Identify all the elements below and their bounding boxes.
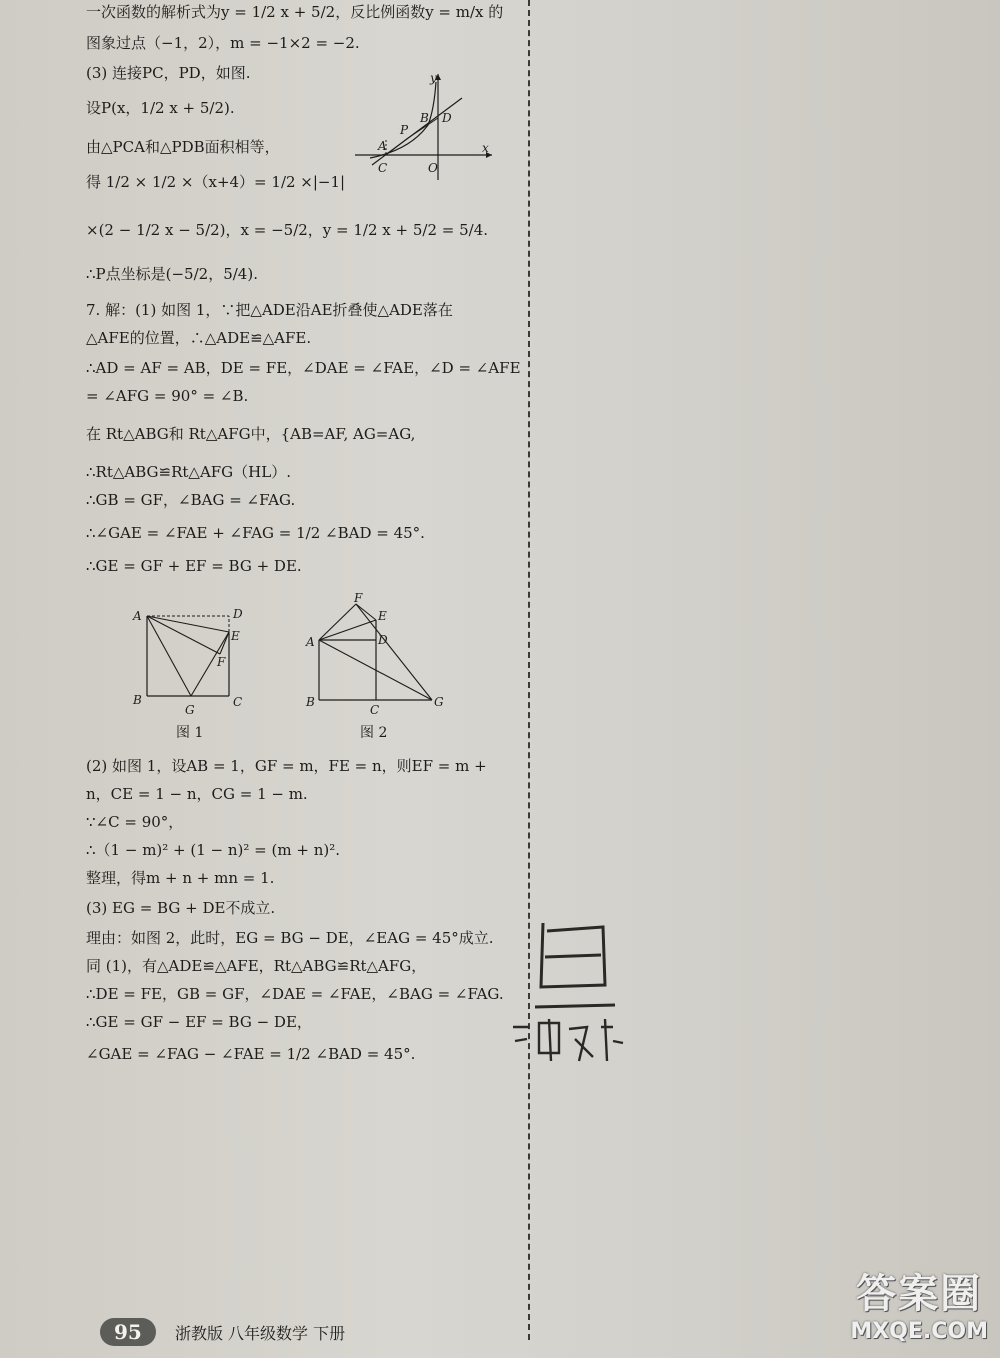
text-line: 得 1/2 × 1/2 ×（x+4）= 1/2 ×|−1| <box>86 173 346 191</box>
fig2-label-a: A <box>306 635 315 649</box>
text-line: ∴AD = AF = AB，DE = FE，∠DAE = ∠FAE，∠D = ∠AFE <box>86 359 521 377</box>
text-line: n，CE = 1 − n，CG = 1 − m. <box>86 785 308 803</box>
text-line: △AFE的位置，∴△ADE≌△AFE. <box>86 329 312 347</box>
text-line: 同 (1)，有△ADE≌△AFE，Rt△ABG≌Rt△AFG， <box>86 957 427 975</box>
graph-label-d: D <box>442 111 452 125</box>
figure-2 <box>300 590 450 720</box>
text-line: ∴GE = GF − EF = BG − DE， <box>86 1013 312 1031</box>
fig2-label-e: E <box>378 609 387 623</box>
text-line: 一次函数的解析式为y = 1/2 x + 5/2，反比例函数y = m/x 的 <box>86 3 504 21</box>
text-line: 整理，得m + n + mn = 1. <box>86 869 275 887</box>
text-line: = ∠AFG = 90° = ∠B. <box>86 387 249 405</box>
segment-pc <box>386 138 408 155</box>
text-line: 由△PCA和△PDB面积相等， <box>86 138 280 156</box>
text-line: 设P(x，1/2 x + 5/2). <box>86 99 235 117</box>
function-graph-figure <box>350 70 500 185</box>
text-line: (2) 如图 1，设AB = 1，GF = m，FE = n，则EF = m + <box>86 757 487 775</box>
fig1-label-f: F <box>217 655 226 669</box>
fig1-label-b: B <box>133 693 142 707</box>
text-line: ∴∠GAE = ∠FAE + ∠FAG = 1/2 ∠BAD = 45°. <box>86 524 425 542</box>
text-line: ∴GE = GF + EF = BG + DE. <box>86 557 302 575</box>
text-line: ∴P点坐标是(−5/2，5/4). <box>86 265 258 283</box>
text-line: (3) EG = BG + DE不成立. <box>86 899 276 917</box>
text-line: 理由：如图 2，此时，EG = BG − DE，∠EAG = 45°成立. <box>86 929 494 947</box>
text-line: ∴Rt△ABG≌Rt△AFG（HL）. <box>86 463 291 481</box>
graph-label-o: O <box>428 161 438 175</box>
watermark-url: MXQE.COM <box>850 1319 988 1344</box>
watermark <box>850 1262 988 1344</box>
text-line: ∠GAE = ∠FAG − ∠FAE = 1/2 ∠BAD = 45°. <box>86 1045 416 1063</box>
graph-label-x: x <box>482 141 489 155</box>
fig2-label-g: G <box>434 695 444 709</box>
figure-2-caption: 图 2 <box>360 725 388 741</box>
page-footer <box>100 1318 345 1346</box>
graph-label-p: P <box>400 123 409 137</box>
fig2-label-b: B <box>306 695 315 709</box>
graph-label-b: B <box>420 111 429 125</box>
text-line: 图象过点（−1，2），m = −1×2 = −2. <box>86 34 360 52</box>
fig1-label-a: A <box>133 609 142 623</box>
text-line: 7. 解：(1) 如图 1，∵把△ADE沿AE折叠使△ADE落在 <box>86 301 453 319</box>
fig2-label-d: D <box>378 633 388 647</box>
fold-dashed-line <box>528 0 530 1340</box>
graph-label-a: A <box>378 139 387 153</box>
text-line: ∴DE = FE，GB = GF，∠DAE = ∠FAE，∠BAG = ∠FAG. <box>86 985 504 1003</box>
fig1-label-g: G <box>185 703 195 717</box>
figure-1 <box>125 600 260 720</box>
fig2-label-f: F <box>354 591 363 605</box>
fig1-label-d: D <box>233 607 243 621</box>
watermark-logo-text: 答案圈 <box>856 1271 983 1317</box>
text-line: 在 Rt△ABG和 Rt△AFG中，{AB=AF, AG=AG, <box>86 425 416 443</box>
fig1-label-c: C <box>233 695 243 709</box>
fig2-label-c: C <box>370 703 380 717</box>
handwriting-scribble <box>505 915 635 1065</box>
graph-label-y: y <box>430 71 437 85</box>
fig1-label-e: E <box>231 629 240 643</box>
text-line: ∴（1 − m)² + (1 − n)² = (m + n)². <box>86 841 340 859</box>
text-line: ∵∠C = 90°， <box>86 813 184 831</box>
book-title: 浙教版 八年级数学 下册 <box>174 1324 346 1343</box>
figure-1-caption: 图 1 <box>176 725 204 741</box>
text-line: ∴GB = GF，∠BAG = ∠FAG. <box>86 491 296 509</box>
text-line: (3) 连接PC，PD，如图. <box>86 64 251 82</box>
page-number: 95 <box>100 1318 156 1346</box>
graph-label-c: C <box>378 161 388 175</box>
text-line: ×(2 − 1/2 x − 5/2)，x = −5/2，y = 1/2 x + 5/2 = 5/4. <box>86 221 489 239</box>
